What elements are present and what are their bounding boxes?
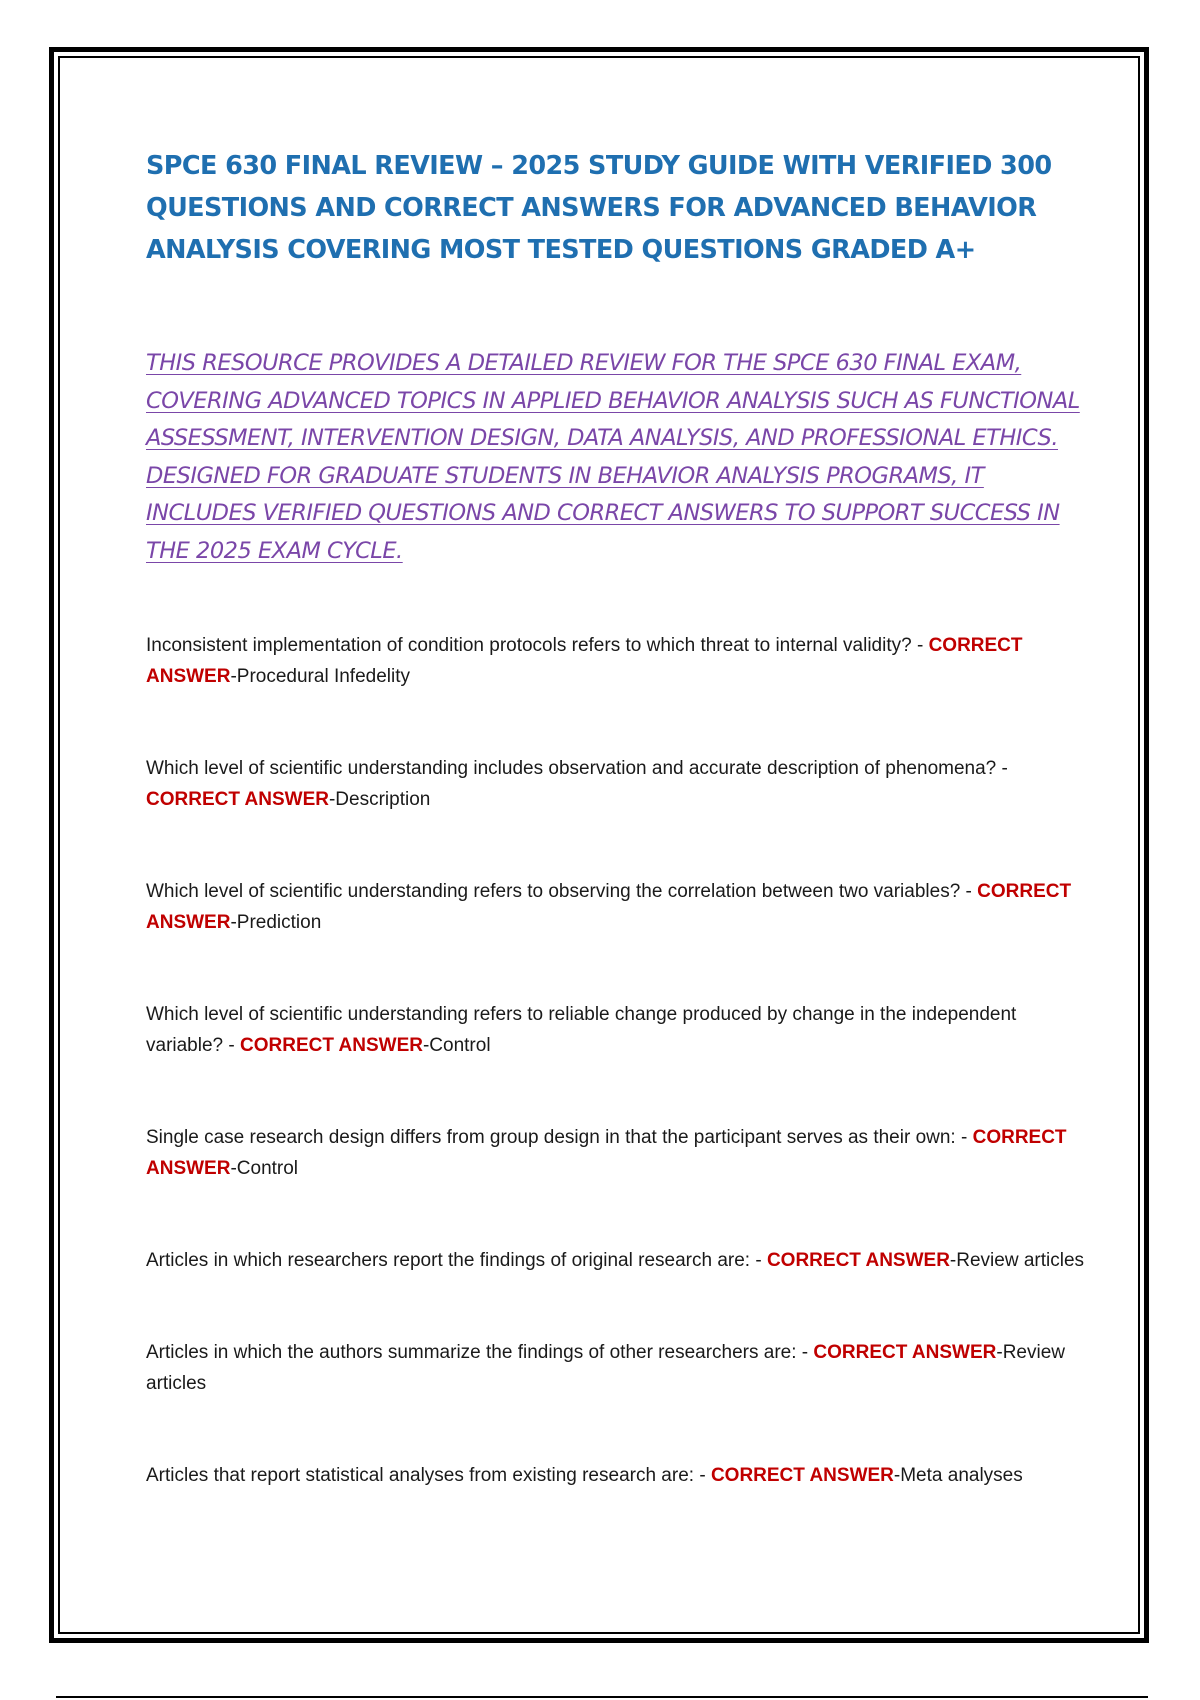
question-item xyxy=(146,1460,1086,1491)
answer-text: -Prediction xyxy=(230,912,322,933)
answer-text: -Procedural Infedelity xyxy=(230,666,410,687)
answer-text: -Review articles xyxy=(949,1250,1085,1271)
footer-rule xyxy=(56,1696,1148,1698)
question-text: Which level of scientific understanding refers to reliable change produced by change in the independent variable? - xyxy=(146,1004,1017,1056)
answer-text: -Control xyxy=(422,1035,491,1056)
correct-answer-label: CORRECT ANSWER xyxy=(146,635,1023,687)
question-text: Which level of scientific understanding includes observation and accurate description of phenomena? - xyxy=(146,758,1008,779)
question-item xyxy=(146,630,1086,692)
correct-answer-label: CORRECT ANSWER xyxy=(146,1127,1067,1179)
question-item xyxy=(146,876,1086,938)
question-text: Articles in which the authors summarize the findings of other researchers are: - xyxy=(146,1342,814,1363)
correct-answer-label: CORRECT ANSWER xyxy=(240,1035,423,1056)
correct-answer-label: CORRECT ANSWER xyxy=(766,1250,950,1271)
question-item xyxy=(146,1337,1086,1399)
correct-answer-label: CORRECT ANSWER xyxy=(146,789,329,810)
correct-answer-label: CORRECT ANSWER xyxy=(710,1465,894,1486)
question-text: Which level of scientific understanding refers to observing the correlation between two variables? - xyxy=(146,881,978,902)
question-item xyxy=(146,999,1086,1061)
question-item xyxy=(146,1245,1086,1276)
question-text: Articles in which researchers report the findings of original research are: - xyxy=(146,1250,767,1271)
document-content xyxy=(146,145,1086,1491)
answer-text: -Control xyxy=(230,1158,299,1179)
question-item xyxy=(146,753,1086,815)
question-list xyxy=(146,630,1086,1491)
correct-answer-label: CORRECT ANSWER xyxy=(813,1342,997,1363)
answer-text: -Review articles xyxy=(146,1342,1065,1394)
document-description: THIS RESOURCE PROVIDES A DETAILED REVIEW FOR THE SPCE 630 FINAL EXAM, COVERING ADVANCED TOPICS IN APPLIED BEHAVIOR ANALYSIS SUCH AS FUNCTIONAL ASSESSMENT, INTERVENTION DESIGN, DATA ANALYSIS, AND PROFESSIONAL ETHICS. DESIGNED FOR GRADUATE STUDENTS IN BEHAVIOR ANALYSIS PROGRAMS, IT INCLUDES VERIFIED QUESTIONS AND CORRECT ANSWERS TO SUPPORT SUCCESS IN THE 2025 EXAM CYCLE. xyxy=(146,350,1080,564)
question-text: Articles that report statistical analyses from existing research are: - xyxy=(146,1465,711,1486)
answer-text: -Meta analyses xyxy=(893,1465,1023,1486)
question-item xyxy=(146,1122,1086,1184)
question-text: Inconsistent implementation of condition protocols refers to which threat to internal validity? - xyxy=(146,635,929,656)
question-text: Single case research design differs from group design in that the participant serves as their own: - xyxy=(146,1127,973,1148)
correct-answer-label: CORRECT ANSWER xyxy=(146,881,1072,933)
answer-text: -Description xyxy=(328,789,431,810)
document-title: SPCE 630 FINAL REVIEW – 2025 STUDY GUIDE WITH VERIFIED 300 QUESTIONS AND CORRECT ANSWERS FOR ADVANCED BEHAVIOR ANALYSIS COVERING MOST TESTED QUESTIONS GRADED A+ xyxy=(146,151,1052,265)
